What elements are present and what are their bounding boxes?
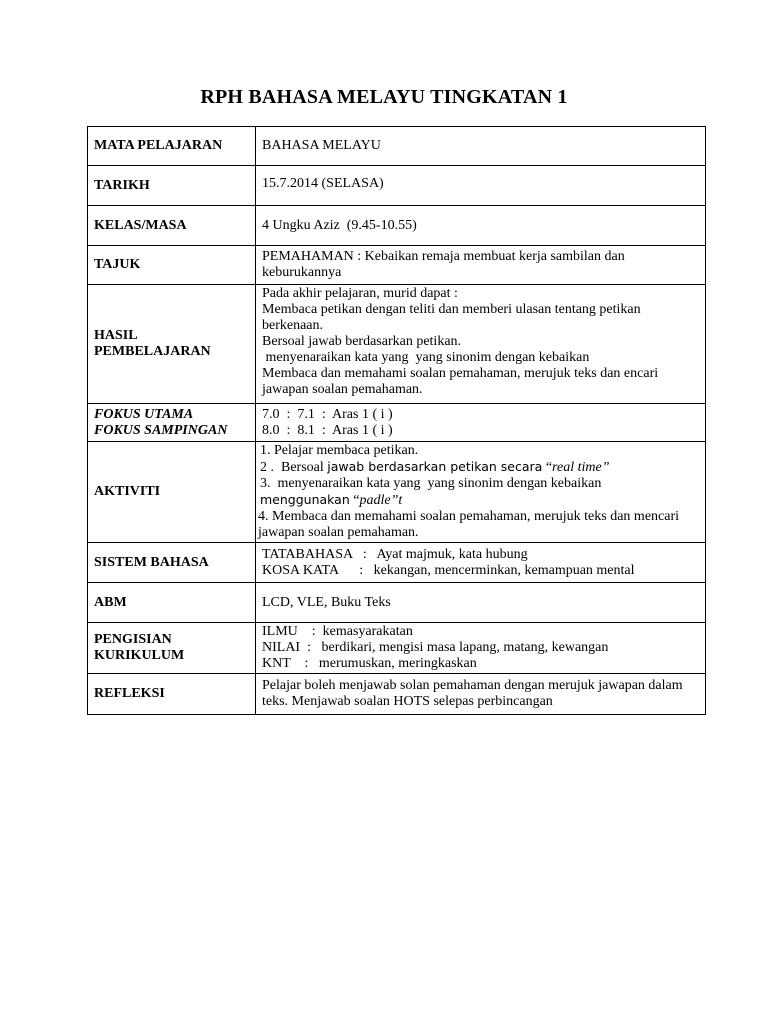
aktiviti-item-2-d: real time bbox=[552, 460, 602, 475]
aktiviti-item-4: 4. Membaca dan memahami soalan pemahaman, merujuk teks dan mencari jawapan soalan pemahaman. bbox=[258, 509, 680, 540]
hasil-line-1: Pada akhir pelajaran, murid dapat : bbox=[262, 286, 458, 301]
refleksi-label: REFLEKSI bbox=[88, 674, 256, 715]
row-fokus bbox=[88, 404, 706, 442]
aktiviti-item-3: 3. menyenaraikan kata yang yang sinonim dengan kebaikan bbox=[260, 476, 602, 491]
lesson-plan-table bbox=[87, 126, 706, 715]
hasil-line-2: Membaca petikan dengan teliti dan memberi ulasan tentang petikan berkenaan. bbox=[262, 302, 641, 333]
sistem-bahasa-label: SISTEM BAHASA bbox=[88, 543, 256, 583]
fokus-sampingan-label: FOKUS SAMPINGAN bbox=[94, 422, 228, 438]
aktiviti-item-2 bbox=[260, 459, 699, 476]
aktiviti-item-3-b: menggunakan bbox=[260, 492, 350, 507]
aktiviti-item-1: 1. Pelajar membaca petikan. bbox=[260, 443, 419, 458]
row-sistem-bahasa bbox=[88, 543, 706, 583]
pengisian-value bbox=[256, 623, 706, 674]
hasil-line-3: Bersoal jawab berdasarkan petikan. bbox=[262, 334, 462, 349]
hasil-label-line-1: HASIL bbox=[94, 328, 138, 343]
hasil-value bbox=[256, 285, 706, 404]
tarikh-value: 15.7.2014 (SELASA) bbox=[256, 166, 706, 206]
kelas-masa-value: 4 Ungku Aziz (9.45-10.55) bbox=[256, 206, 706, 246]
hasil-label bbox=[88, 285, 256, 404]
hasil-line-5: Membaca dan memahami soalan pemahaman, merujuk teks dan encari jawapan soalan pemahaman. bbox=[262, 366, 659, 397]
tajuk-label: TAJUK bbox=[88, 246, 256, 285]
abm-value: LCD, VLE, Buku Teks bbox=[256, 583, 706, 623]
page-title: RPH BAHASA MELAYU TINGKATAN 1 bbox=[200, 86, 568, 108]
row-tajuk bbox=[88, 246, 706, 285]
kosa-kata-line: KOSA KATA : kekangan, mencerminkan, kemampuan mental bbox=[262, 562, 635, 578]
aktiviti-item-2-b: jawab berdasarkan petikan secara bbox=[327, 459, 543, 474]
tarikh-label: TARIKH bbox=[88, 166, 256, 206]
tatabahasa-line: TATABAHASA : Ayat majmuk, kata hubung bbox=[262, 546, 528, 562]
row-kelas-masa bbox=[88, 206, 706, 246]
fokus-line-1: 7.0 : 7.1 : Aras 1 ( i ) bbox=[262, 406, 393, 422]
aktiviti-label: AKTIVITI bbox=[88, 442, 256, 543]
pengisian-label-line-1: PENGISIAN bbox=[94, 632, 172, 647]
mata-pelajaran-value: BAHASA MELAYU bbox=[256, 127, 706, 166]
aktiviti-item-3-cont bbox=[260, 492, 699, 509]
refleksi-value: Pelajar boleh menjawab solan pemahaman dengan merujuk jawapan dalam teks. Menjawab soalan HOTS selepas perbincangan bbox=[256, 674, 706, 715]
fokus-line-2: 8.0 : 8.1 : Aras 1 ( i ) bbox=[262, 422, 393, 438]
knt-line: KNT : merumuskan, meringkaskan bbox=[262, 656, 477, 671]
row-tarikh bbox=[88, 166, 706, 206]
aktiviti-item-2-a: 2 . Bersoal bbox=[260, 460, 328, 475]
row-hasil-pembelajaran bbox=[88, 285, 706, 404]
kelas-masa-label: KELAS/MASA bbox=[88, 206, 256, 246]
pengisian-label-line-2: KURIKULUM bbox=[94, 648, 185, 663]
row-refleksi bbox=[88, 674, 706, 715]
tajuk-value: PEMAHAMAN : Kebaikan remaja membuat kerja sambilan dan keburukannya bbox=[256, 246, 706, 285]
sistem-bahasa-value bbox=[256, 543, 706, 583]
mata-pelajaran-label: MATA PELAJARAN bbox=[88, 127, 256, 166]
hasil-line-4: menyenaraikan kata yang yang sinonim dengan kebaikan bbox=[262, 350, 590, 365]
aktiviti-item-3-c: “ bbox=[349, 493, 360, 508]
row-pengisian-kurikulum bbox=[88, 623, 706, 674]
abm-label: ABM bbox=[88, 583, 256, 623]
row-aktiviti bbox=[88, 442, 706, 543]
aktiviti-item-2-e: ” bbox=[601, 460, 610, 475]
aktiviti-item-2-c: “ bbox=[542, 460, 553, 475]
pengisian-label bbox=[88, 623, 256, 674]
hasil-label-line-2: PEMBELAJARAN bbox=[94, 344, 211, 359]
aktiviti-item-3-d: padle”t bbox=[359, 493, 403, 508]
row-abm bbox=[88, 583, 706, 623]
fokus-utama-label: FOKUS UTAMA bbox=[94, 406, 194, 422]
fokus-label bbox=[88, 404, 256, 442]
ilmu-line: ILMU : kemasyarakatan bbox=[262, 624, 413, 639]
nilai-line: NILAI : berdikari, mengisi masa lapang, matang, kewangan bbox=[262, 640, 609, 655]
row-mata-pelajaran bbox=[88, 127, 706, 166]
aktiviti-value bbox=[256, 442, 706, 543]
fokus-value bbox=[256, 404, 706, 442]
